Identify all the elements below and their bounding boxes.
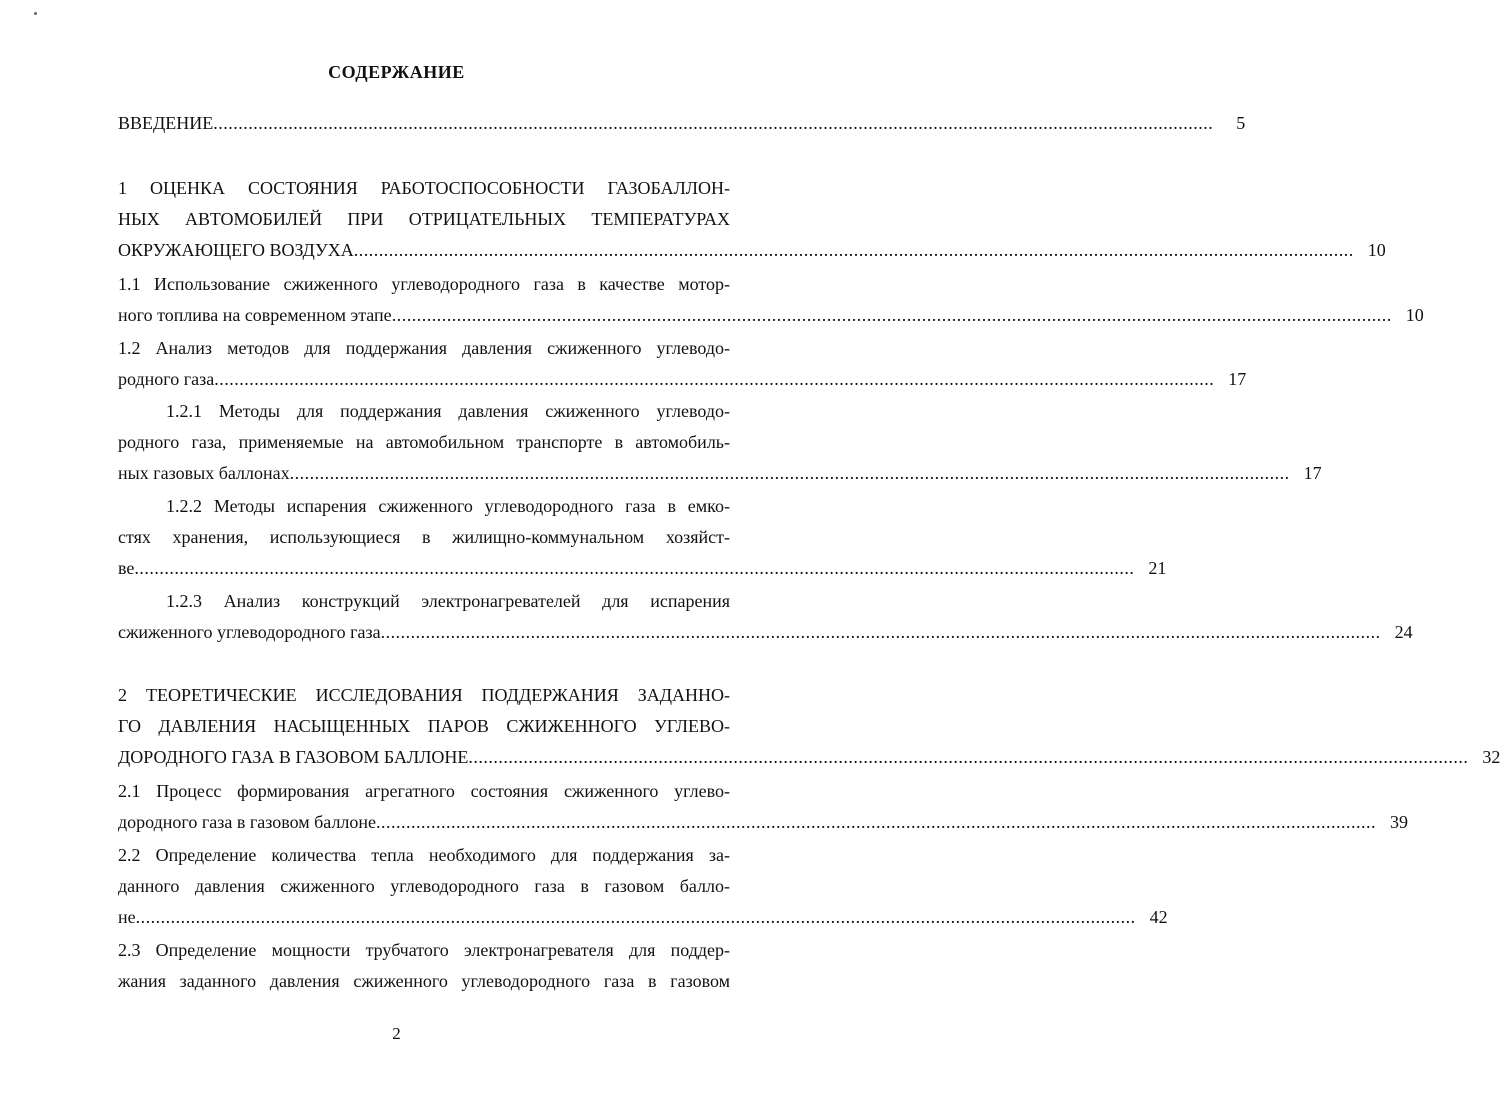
toc-entry bbox=[118, 781, 730, 811]
toc-page-number: 21 bbox=[1148, 558, 1167, 578]
toc-entry-text: родного газа, применяемые на автомобильном транспорте в автомобиль- bbox=[118, 432, 730, 452]
toc-leader-dots: ........................................................................................................................................................................................................ bbox=[353, 240, 1354, 260]
toc-entry bbox=[166, 496, 730, 526]
toc-entry-text: 1.2 Анализ методов для поддержания давления сжиженного углеводо- bbox=[118, 338, 730, 358]
toc-entry-text: ных газовых баллонах bbox=[118, 463, 290, 483]
toc-entry bbox=[118, 274, 730, 304]
toc-entry-text: 2 ТЕОРЕТИЧЕСКИЕ ИССЛЕДОВАНИЯ ПОДДЕРЖАНИЯ ЗАДАННО- bbox=[118, 685, 730, 705]
toc-entry-text: ного топлива на современном этапе bbox=[118, 305, 392, 325]
toc-entry-text: ДОРОДНОГО ГАЗА В ГАЗОВОМ БАЛЛОНЕ bbox=[118, 747, 469, 767]
toc-entry bbox=[118, 463, 1322, 493]
toc-entry bbox=[118, 907, 1168, 937]
toc-entry bbox=[118, 685, 730, 715]
scan-dot bbox=[34, 12, 37, 15]
toc-entry-text: стях хранения, использующиеся в жилищно-коммунальном хозяйст- bbox=[118, 527, 730, 547]
toc-page-number: 42 bbox=[1149, 907, 1168, 927]
toc-entry-text: 2.1 Процесс формирования агрегатного состояния сжиженного углево- bbox=[118, 781, 730, 801]
toc-leader-dots: ........................................................................................................................................................................................................ bbox=[380, 622, 1381, 642]
toc-entry bbox=[118, 716, 730, 746]
toc-page-number: 10 bbox=[1367, 240, 1386, 260]
toc-entry-text: НЫХ АВТОМОБИЛЕЙ ПРИ ОТРИЦАТЕЛЬНЫХ ТЕМПЕРАТУРАХ bbox=[118, 209, 730, 229]
toc-page-number: 32 bbox=[1482, 747, 1500, 767]
toc-leader-dots: ........................................................................................................................................................................................................ bbox=[213, 113, 1214, 133]
toc-page-number: 5 bbox=[1236, 113, 1246, 133]
toc-entry bbox=[118, 240, 1386, 270]
toc-entry bbox=[118, 209, 730, 239]
toc-entry bbox=[118, 369, 1247, 399]
toc-entry bbox=[118, 812, 1409, 842]
toc-entry bbox=[118, 558, 1167, 588]
toc-entry-text: ОКРУЖАЮЩЕГО ВОЗДУХА bbox=[118, 240, 354, 260]
toc-leader-dots: ........................................................................................................................................................................................................ bbox=[214, 369, 1215, 389]
toc-entry-text: 1 ОЦЕНКА СОСТОЯНИЯ РАБОТОСПОСОБНОСТИ ГАЗОБАЛЛОН- bbox=[118, 178, 730, 198]
toc-leader-dots: ........................................................................................................................................................................................................ bbox=[391, 305, 1392, 325]
page-number: 2 bbox=[392, 1024, 401, 1043]
toc-entry-text: 1.2.3 Анализ конструкций электронагревателей для испарения bbox=[166, 591, 730, 611]
toc-entry bbox=[166, 591, 730, 621]
toc-entry-text: сжиженного углеводородного газа bbox=[118, 622, 381, 642]
toc-entry-text: дородного газа в газовом баллоне bbox=[118, 812, 377, 832]
toc-page-number: 17 bbox=[1228, 369, 1247, 389]
toc-leader-dots: ........................................................................................................................................................................................................ bbox=[468, 747, 1469, 767]
toc-entry bbox=[166, 401, 730, 431]
toc-entry-text: данного давления сжиженного углеводородного газа в газовом балло- bbox=[118, 876, 730, 896]
toc-entry bbox=[118, 940, 730, 970]
page-title: СОДЕРЖАНИЕ bbox=[328, 62, 465, 82]
toc-entry bbox=[118, 113, 1246, 143]
toc-leader-dots: ........................................................................................................................................................................................................ bbox=[289, 463, 1290, 483]
toc-entry bbox=[118, 747, 1500, 777]
toc-entry-text: 2.3 Определение мощности трубчатого электронагревателя для поддер- bbox=[118, 940, 730, 960]
toc-entry-text: 1.2.1 Методы для поддержания давления сжиженного углеводо- bbox=[166, 401, 730, 421]
toc-entry-text: ГО ДАВЛЕНИЯ НАСЫЩЕННЫХ ПАРОВ СЖИЖЕННОГО УГЛЕВО- bbox=[118, 716, 730, 736]
toc-entry-text: 1.2.2 Методы испарения сжиженного углеводородного газа в емко- bbox=[166, 496, 730, 516]
toc-entry bbox=[118, 845, 730, 875]
toc-page-number: 17 bbox=[1303, 463, 1322, 483]
toc-entry bbox=[118, 527, 730, 557]
toc-entry bbox=[118, 971, 730, 1001]
toc-page-number: 24 bbox=[1394, 622, 1413, 642]
toc-entry-text: 1.1 Использование сжиженного углеводородного газа в качестве мотор- bbox=[118, 274, 730, 294]
toc-entry-text: ВВЕДЕНИЕ bbox=[118, 113, 214, 133]
toc-entry bbox=[118, 305, 1424, 335]
toc-page-number: 10 bbox=[1405, 305, 1424, 325]
toc-entry bbox=[118, 178, 730, 208]
toc-page-number: 39 bbox=[1390, 812, 1409, 832]
toc-entry-text: 2.2 Определение количества тепла необходимого для поддержания за- bbox=[118, 845, 730, 865]
toc-entry bbox=[118, 876, 730, 906]
toc-entry bbox=[118, 338, 730, 368]
toc-entry-text: не bbox=[118, 907, 136, 927]
toc-entry-text: ве bbox=[118, 558, 135, 578]
toc-leader-dots: ........................................................................................................................................................................................................ bbox=[376, 812, 1377, 832]
toc-entry-text: жания заданного давления сжиженного углеводородного газа в газовом bbox=[118, 971, 730, 991]
toc-entry bbox=[118, 622, 1413, 652]
toc-leader-dots: ........................................................................................................................................................................................................ bbox=[134, 558, 1135, 578]
toc-entry-text: родного газа bbox=[118, 369, 215, 389]
toc-entry bbox=[118, 432, 730, 462]
toc-leader-dots: ........................................................................................................................................................................................................ bbox=[135, 907, 1136, 927]
